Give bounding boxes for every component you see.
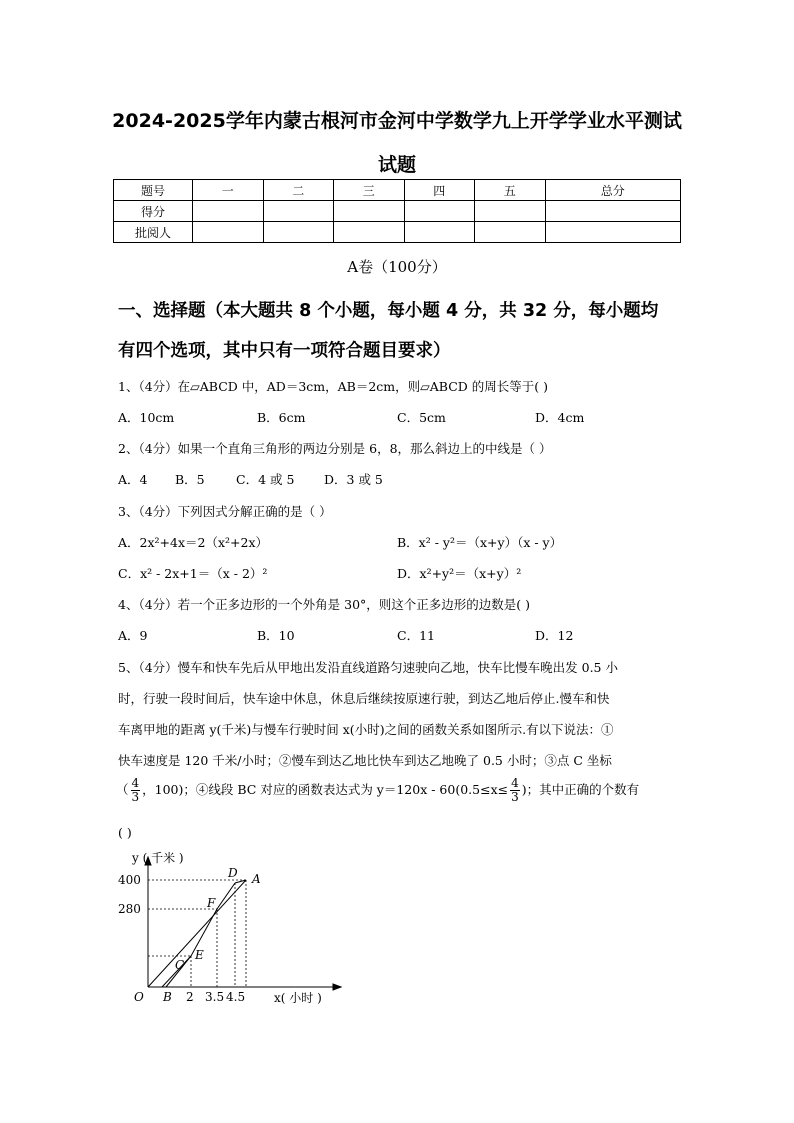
score-header-cell: 三 <box>334 180 405 201</box>
q3-option-d[interactable]: D．x²+y²＝（x+y）² <box>397 566 522 581</box>
x-tick-4-5: 4.5 <box>226 990 246 1004</box>
origin-label: O <box>134 990 144 1004</box>
question-2-stem: 2、（4分）如果一个直角三角形的两边分别是 6，8，那么斜边上的中线是（ ） <box>118 441 552 456</box>
score-cell[interactable] <box>193 201 264 222</box>
score-cell[interactable] <box>475 201 546 222</box>
volume-label: A卷（100分） <box>347 258 447 276</box>
fraction-denominator: 3 <box>511 790 519 804</box>
question-5-line1: 5、（4分）慢车和快车先后从甲地出发沿直线道路匀速驶向乙地，快车比慢车晚出发 0.5 小 <box>118 660 618 675</box>
score-cell[interactable] <box>404 201 475 222</box>
q5-open-paren: （ <box>116 782 129 797</box>
x-tick-3-5: 3.5 <box>205 990 225 1004</box>
score-table-row <box>114 222 681 243</box>
q5-fraction-2 <box>510 777 520 804</box>
q3-option-a[interactable]: A．2x²+4x＝2（x²+2x） <box>118 535 269 550</box>
score-cell[interactable] <box>263 222 334 243</box>
q5-line5-middle: ，100)；④线段 BC 对应的函数表达式为 y＝120x - 60(0.5≤x≤ <box>142 782 509 797</box>
question-5-line2: 时，行驶一段时间后，快车途中休息，休息后继续按原速行驶，到达乙地后停止.慢车和快 <box>118 691 610 706</box>
question-3-stem: 3、（4分）下列因式分解正确的是（ ） <box>118 504 332 519</box>
q5-line5-end: )；其中正确的个数有 <box>521 782 640 797</box>
point-d-label: D <box>228 866 238 880</box>
q2-option-c[interactable]: C．4 或 5 <box>236 472 295 487</box>
score-table <box>113 179 681 243</box>
x-tick-2: 2 <box>186 990 194 1004</box>
fraction-numerator: 4 <box>131 776 140 790</box>
q1-option-b[interactable]: B．6cm <box>257 410 306 425</box>
page-title-line2: 试题 <box>377 154 416 176</box>
score-cell[interactable] <box>475 222 546 243</box>
score-header-cell: 五 <box>475 180 546 201</box>
score-cell[interactable] <box>545 222 681 243</box>
fraction-denominator: 3 <box>131 790 140 804</box>
score-cell[interactable] <box>545 201 681 222</box>
y-axis-label: y ( 千米 ) <box>132 851 184 865</box>
section-heading-line1: 一、选择题（本大题共 8 个小题，每小题 4 分，共 32 分，每小题均 <box>118 301 659 321</box>
score-header-cell: 四 <box>404 180 475 201</box>
point-e-label: E <box>195 948 204 962</box>
point-f-label: F <box>207 896 216 910</box>
point-b-label: B <box>163 990 172 1004</box>
page-title-line1: 2024-2025学年内蒙古根河市金河中学数学九上开学学业水平测试 <box>112 110 682 132</box>
question-4-stem: 4、（4分）若一个正多边形的一个外角是 30°，则这个正多边形的边数是( ) <box>118 597 531 612</box>
score-cell[interactable] <box>404 222 475 243</box>
q3-option-b[interactable]: B．x² - y²＝（x+y）（x - y） <box>397 535 563 550</box>
section-heading-line2: 有四个选项，其中只有一项符合题目要求） <box>118 341 451 361</box>
score-header-cell: 题号 <box>114 180 193 201</box>
y-tick-280: 280 <box>118 902 141 916</box>
fraction-numerator: 4 <box>511 776 519 790</box>
q1-option-d[interactable]: D．4cm <box>535 410 585 425</box>
score-header-cell: 二 <box>263 180 334 201</box>
q4-option-a[interactable]: A．9 <box>118 628 148 643</box>
point-c-label: C <box>175 958 185 972</box>
q4-option-c[interactable]: C．11 <box>397 628 435 643</box>
score-header-cell: 一 <box>193 180 264 201</box>
score-cell[interactable] <box>334 201 405 222</box>
q2-option-b[interactable]: B．5 <box>175 472 205 487</box>
score-table-header-row <box>114 180 681 201</box>
score-row-label: 批阅人 <box>114 222 193 243</box>
score-cell[interactable] <box>263 201 334 222</box>
y-tick-400: 400 <box>118 873 141 887</box>
point-a-label: A <box>252 872 261 886</box>
score-row-label: 得分 <box>114 201 193 222</box>
q5-fraction-1 <box>131 777 141 804</box>
q4-option-b[interactable]: B．10 <box>257 628 295 643</box>
q3-option-c[interactable]: C．x² - 2x+1＝（x - 2）² <box>118 566 268 581</box>
x-axis-arrow <box>333 984 341 990</box>
q4-option-d[interactable]: D．12 <box>535 628 574 643</box>
question-5-answer-blank[interactable]: ( ) <box>118 825 132 840</box>
score-header-cell: 总分 <box>545 180 681 201</box>
distance-time-graph <box>110 845 350 1015</box>
question-1-stem: 1、（4分）在▱ABCD 中，AD＝3cm，AB＝2cm，则▱ABCD 的周长等于( ) <box>118 379 548 394</box>
score-cell[interactable] <box>334 222 405 243</box>
question-5-line4: 快车速度是 120 千米/小时；②慢车到达乙地比快车到达乙地晚了 0.5 小时；③点 C 坐标 <box>118 753 612 768</box>
slow-car-line <box>148 880 246 987</box>
q2-option-a[interactable]: A．4 <box>118 472 148 487</box>
x-axis-label: x( 小时 ) <box>274 991 322 1005</box>
q2-option-d[interactable]: D．3 或 5 <box>324 472 383 487</box>
question-5-line3: 车离甲地的距离 y(千米)与慢车行驶时间 x(小时)之间的函数关系如图所示.有以下说法：① <box>118 722 614 737</box>
q1-option-a[interactable]: A．10cm <box>118 410 175 425</box>
score-cell[interactable] <box>193 222 264 243</box>
question-5-line5 <box>116 777 639 804</box>
q1-option-c[interactable]: C．5cm <box>397 410 446 425</box>
score-table-row <box>114 201 681 222</box>
